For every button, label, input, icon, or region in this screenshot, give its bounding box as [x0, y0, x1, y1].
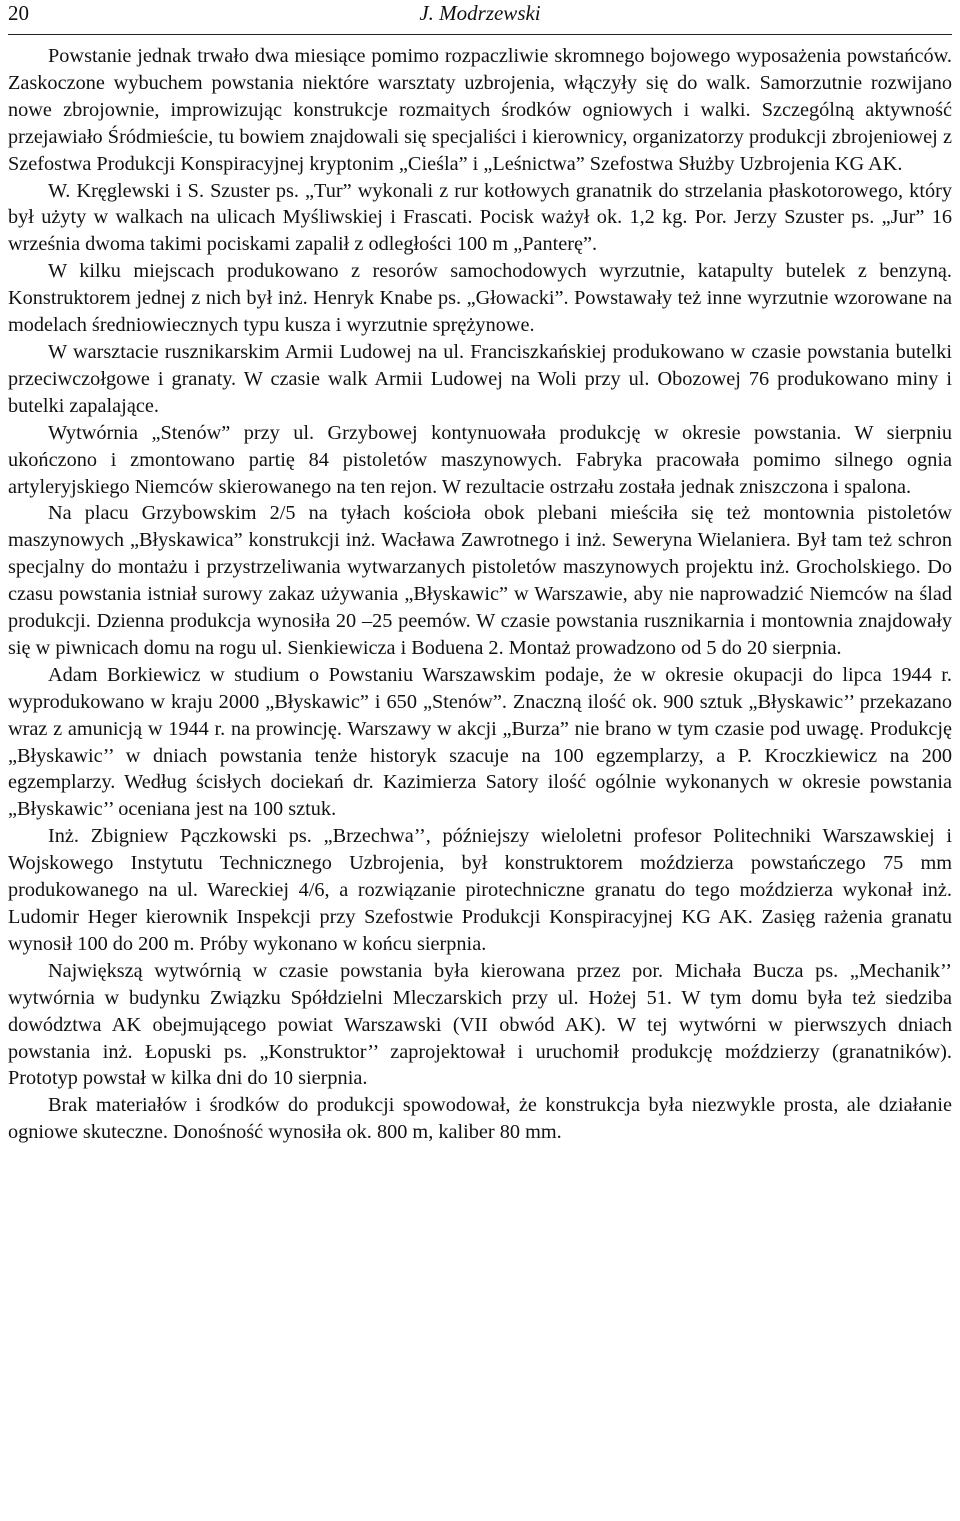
paragraph-8: Inż. Zbigniew Pączkowski ps. „Brzechwa’’, późniejszy wieloletni profesor Politechniki Warszawskiej i Wojskowego Instytutu Technicznego Uzbrojenia, był konstruktorem moździerza powstańczego 75 mm produkowanego na ul. Wareckiej 4/6, a rozwiązanie pirotechniczne granatu do tego moździerza wykonał inż. Ludomir Heger kierownik Inspekcji przy Szefostwie Produkcji Konspiracyjnej KG AK. Zasięg rażenia granatu wynosił 100 do 200 m. Próby wykonano w końcu sierpnia. [8, 825, 952, 955]
paragraph-10: Brak materiałów i środków do produkcji spowodował, że konstrukcja była niezwykle prosta, ale działanie ogniowe skuteczne. Donośność wynosiła ok. 800 m, kaliber 80 mm. [8, 1094, 952, 1144]
body-text [8, 43, 952, 1146]
page-number: 20 [8, 1, 29, 25]
paragraph-1: Powstanie jednak trwało dwa miesiące pomimo rozpaczliwie skromnego bojowego wyposażenia powstańców. Zaskoczone wybuchem powstania niektóre warsztaty uzbrojenia, włączyły się do walk. Samorzutnie rozwijano nowe zbrojownie, improwizując konstrukcje rozmaitych środków ogniowych i walki. Szczególną aktywność przejawiało Śródmieście, tu bowiem znajdowali się specjaliści i kierownicy, organizatorzy produkcji zbrojeniowej z Szefostwa Produkcji Konspiracyjnej kryptonim „Cieśla” i „Leśnictwa” Szefostwa Służby Uzbrojenia KG AK. [8, 45, 952, 175]
paragraph-3: W kilku miejscach produkowano z resorów samochodowych wyrzutnie, katapulty butelek z benzyną. Konstruktorem jednej z nich był inż. Henryk Knabe ps. „Głowacki”. Powstawały też inne wyrzutnie wzorowane na modelach średniowiecznych typu kusza i wyrzutnie sprężynowe. [8, 260, 952, 337]
paragraph-6: Na placu Grzybowskim 2/5 na tyłach kościoła obok plebani mieściła się też montownia pistoletów maszynowych „Błyskawica” konstrukcji inż. Wacława Zawrotnego i inż. Seweryna Wielaniera. Był tam też schron specjalny do montażu i przystrzeliwania wytwarzanych pistoletów maszynowych projektu inż. Grocholskiego. Do czasu powstania istniał surowy zakaz używania „Błyskawic” w Warszawie, aby nie naprowadzić Niemców na ślad produkcji. Dzienna produkcja wynosiła 20 –25 peemów. W czasie powstania rusznikarnia i montownia znajdowały się w piwnicach domu na rogu ul. Sienkiewicza i Boduena 2. Montaż prowadzono od 5 do 20 sierpnia. [8, 502, 952, 659]
paragraph-5: Wytwórnia „Stenów” przy ul. Grzybowej kontynuowała produkcję w okresie powstania. W sierpniu ukończono i zmontowano partię 84 pistoletów maszynowych. Fabryka pracowała pomimo silnego ognia artyleryjskiego Niemców skierowanego na ten rejon. W rezultacie ostrzału została jednak zniszczona i spalona. [8, 421, 952, 498]
page-header [8, 0, 952, 35]
paragraph-2: W. Kręglewski i S. Szuster ps. „Tur” wykonali z rur kotłowych granatnik do strzelania płaskotorowego, który był użyty w walkach na ulicach Myśliwskiej i Frascati. Pocisk ważył ok. 1,2 kg. Por. Jerzy Szuster ps. „Jur” 16 września dwoma takimi pociskami zapalił z odległości 100 m „Panterę”. [8, 179, 952, 256]
paragraph-4: W warsztacie rusznikarskim Armii Ludowej na ul. Franciszkańskiej produkowano w czasie powstania butelki przeciwczołgowe i granaty. W czasie walk Armii Ludowej na Woli przy ul. Obozowej 76 produkowano miny i butelki zapalające. [8, 340, 952, 417]
paragraph-9: Największą wytwórnią w czasie powstania była kierowana przez por. Michała Bucza ps. „Mechanik’’ wytwórnia w budynku Związku Spółdzielni Mleczarskich przy ul. Hożej 51. W tym domu była też siedziba dowództwa AK obejmującego powiat Warszawski (VII obwód AK). W tej wytwórni w pierwszych dniach powstania inż. Łopuski ps. „Konstruktor’’ zaprojektował i uruchomił produkcję moździerzy (granatników). Prototyp powstał w kilka dni do 10 sierpnia. [8, 959, 952, 1090]
running-head-author: J. Modrzewski [419, 1, 541, 25]
paragraph-7: Adam Borkiewicz w studium o Powstaniu Warszawskim podaje, że w okresie okupacji do lipca 1944 r. wyprodukowano w kraju 2000 „Błyskawic” i 650 „Stenów”. Znaczną ilość ok. 900 sztuk „Błyskawic’’ przekazano wraz z amunicją w 1944 r. na prowincję. Warszawy w akcji „Burza” nie brano w tym czasie pod uwagę. Produkcję „Błyskawic’’ w dniach powstania tenże historyk szacuje na 100 egzemplarzy, a P. Kroczkiewicz na 200 egzemplarzy. Według ścisłych dociekań dr. Kazimierza Satory ilość ogólnie wykonanych w okresie powstania „Błyskawic’’ oceniana jest na 100 sztuk. [8, 663, 952, 821]
